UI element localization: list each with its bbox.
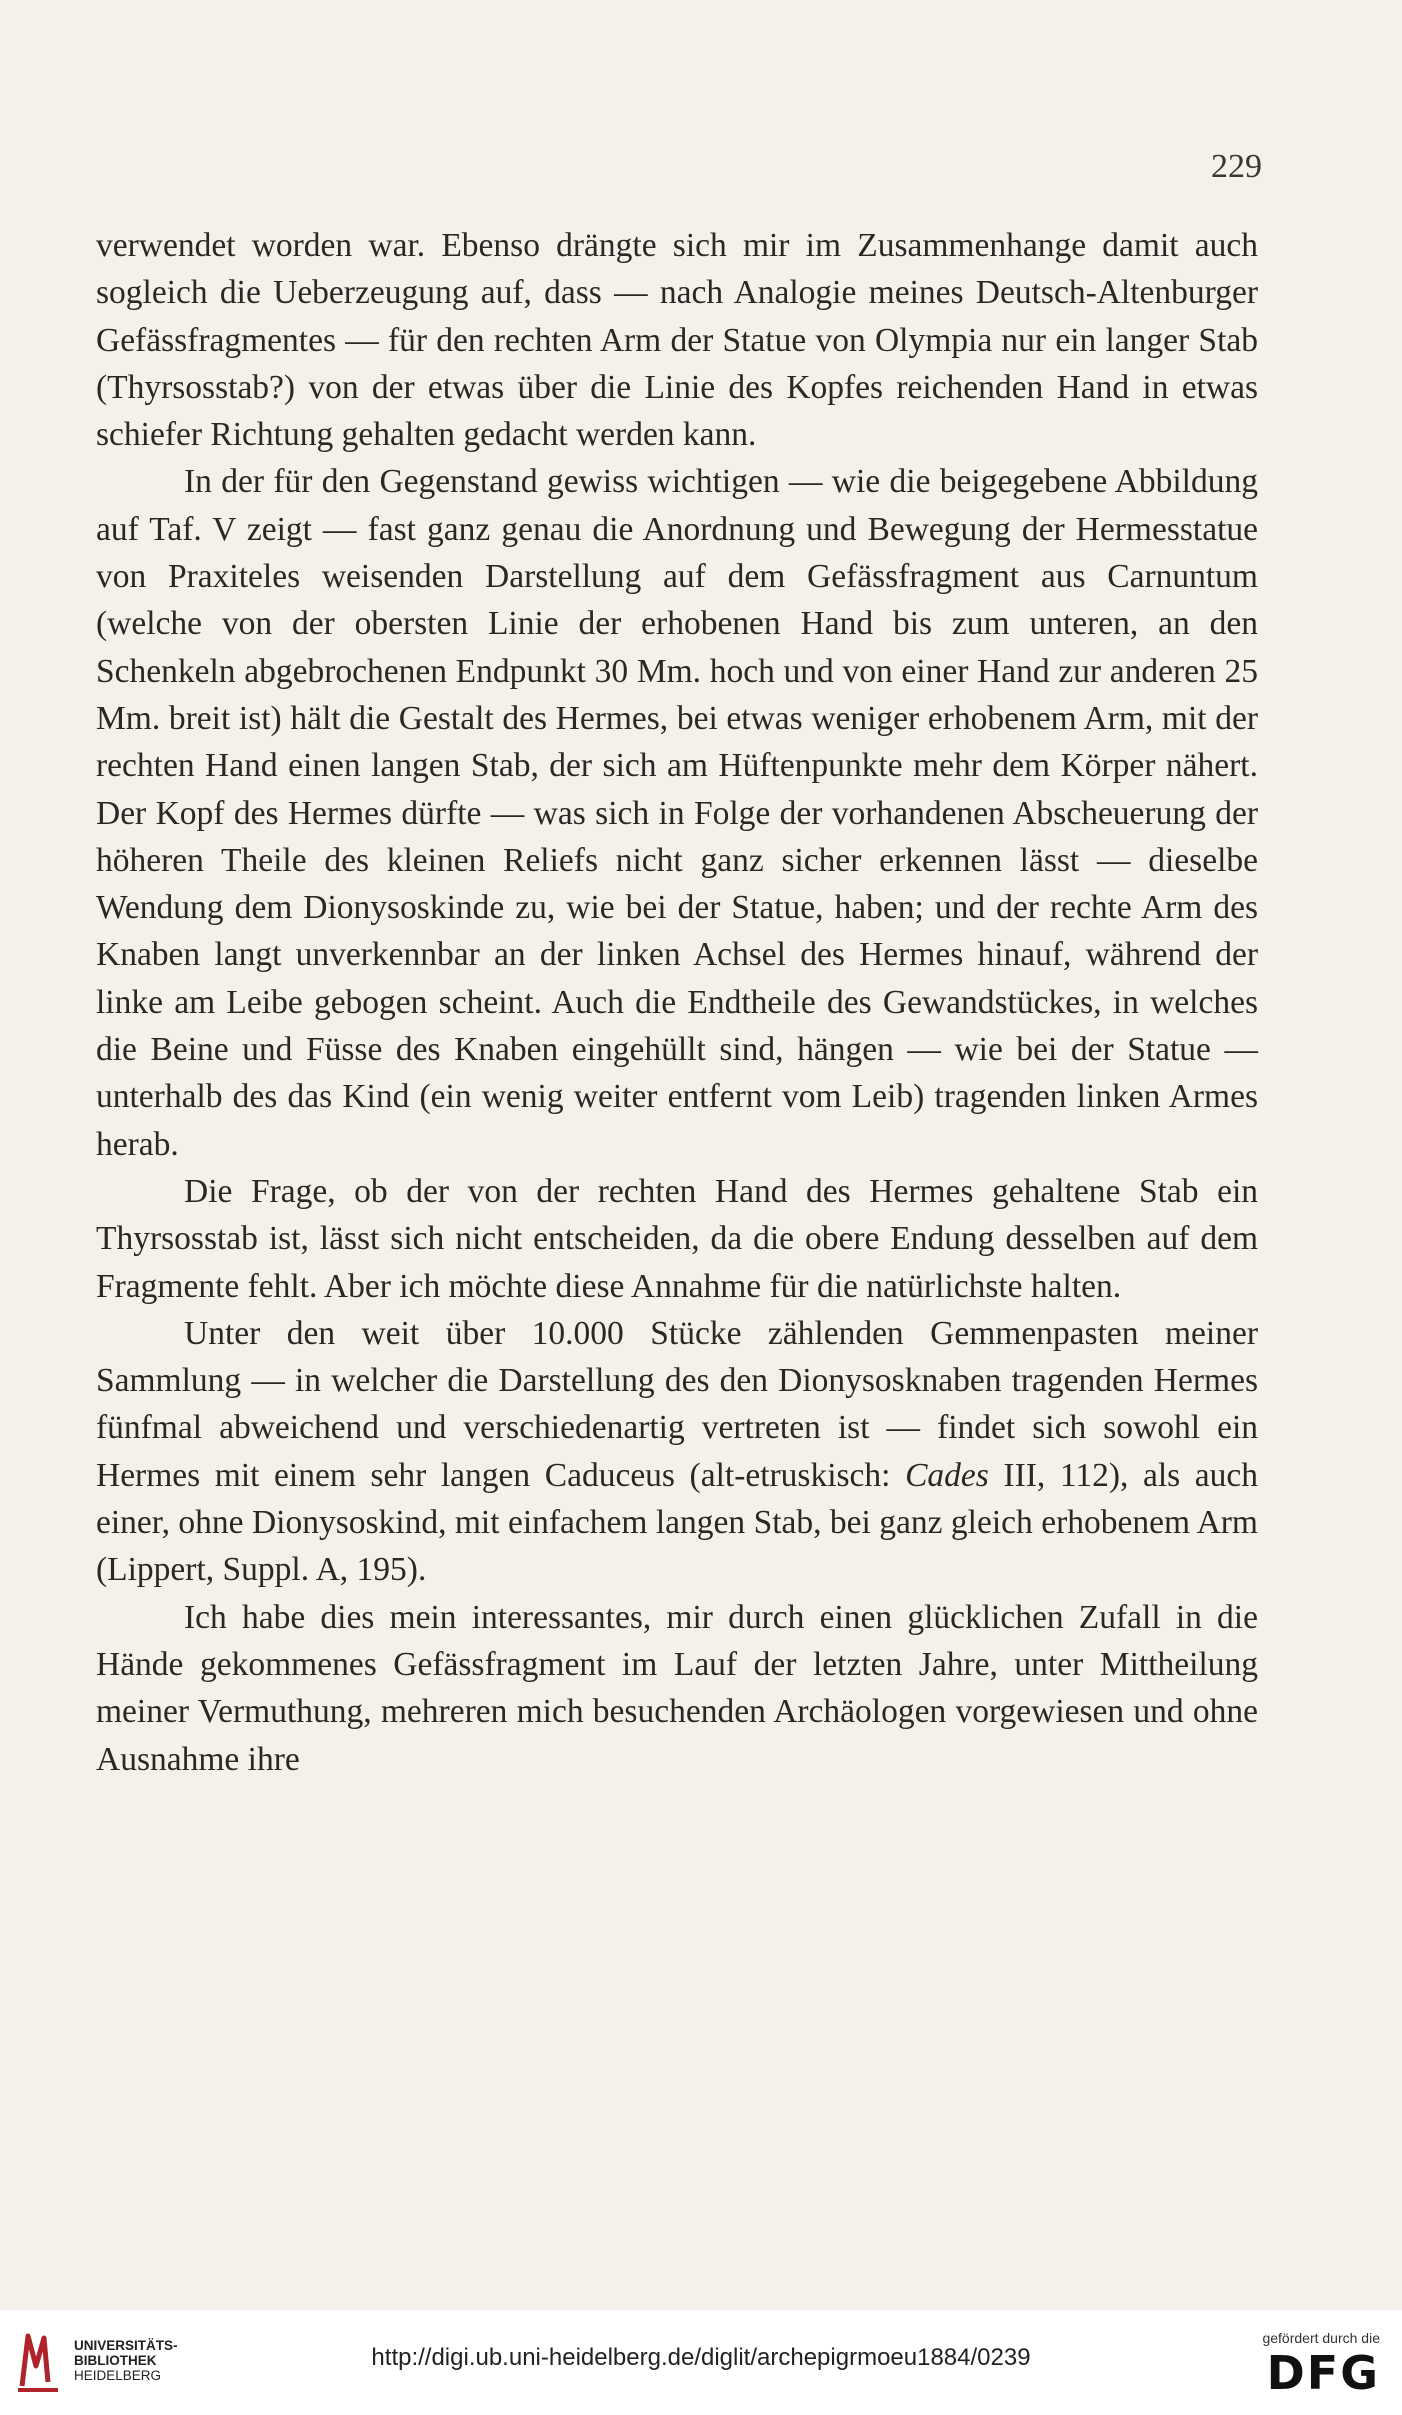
paragraph-5: Ich habe dies mein interessantes, mir durch einen glücklichen Zufall in die Hände gekommenes Gefässfragment im Lauf der letzten Jahre, unter Mittheilung meiner Vermuthung, mehreren mich besuchenden Archäologen vorgewiesen und ohne Ausnahme ihre bbox=[96, 1598, 1258, 1778]
paragraph-1: verwendet worden war. Ebenso drängte sich mir im Zusammenhange damit auch sogleich die Ueberzeugung auf, dass — nach Analogie meines Deutsch-Altenburger Gefässfragmentes — für den rechten Arm der Statue von Olympia nur ein langer Stab (Thyrsosstab?) von der etwas über die Linie des Kopfes reichenden Hand in etwas schiefer Richtung gehalten gedacht werden kann. bbox=[96, 227, 1258, 454]
paragraph-2: In der für den Gegenstand gewiss wichtigen — wie die beigegebene Abbildung auf Taf. V zeigt — fast ganz genau die Anordnung und Bewegung der Hermesstatue von Praxiteles weisenden Darstellung auf dem Gefässfragment aus Carnuntum (welche von der obersten Linie der erhobenen Hand bis zum unteren, an den Schenkeln abgebrochenen Endpunkt 30 Mm. hoch und von einer Hand zur anderen 25 Mm. breit ist) hält die Gestalt des Hermes, bei etwas weniger erhobenem Arm, mit der rechten Hand einen langen Stab, der sich am Hüftenpunkte mehr dem Körper nähert. Der Kopf des Hermes dürfte — was sich in Folge der vorhandenen Abscheuerung der höheren Theile des kleinen Reliefs nicht ganz sicher erkennen lässt — dieselbe Wendung dem Dionysoskinde zu, wie bei der Statue, haben; und der rechte Arm des Knaben langt unverkennbar an der linken Achsel des Hermes hinauf, während der linke am Leibe gebogen scheint. Auch die Endtheile des Gewandstückes, in welches die Beine und Füsse des Knaben eingehüllt sind, hängen — wie bei der Statue — unterhalb des das Kind (ein wenig weiter entfernt vom Leib) tragenden linken Armes herab. bbox=[96, 463, 1258, 1163]
permalink-url[interactable]: http://digi.ub.uni-heidelberg.de/diglit/archepigrmoeu1884/0239 bbox=[371, 2344, 1031, 2371]
footer-bar bbox=[0, 2310, 1402, 2415]
library-name-line-3: HEIDELBERG bbox=[74, 2368, 162, 2383]
dfg-logo: DFG bbox=[1266, 2346, 1380, 2400]
paragraph-4 bbox=[96, 1310, 1258, 1594]
paragraph-4-text-a: Unter den weit über 10.000 Stücke zählenden Gemmenpasten meiner Sammlung — in welcher die Darstellung des den Dionysosknaben tragenden Hermes fünfmal abweichend und verschiedenartig vertreten ist — findet sich sowohl ein Hermes mit einem sehr langen Caduceus (alt-etruskisch: bbox=[96, 1314, 1258, 1494]
funding-notice bbox=[1240, 2330, 1380, 2400]
library-name-line-2: BIBLIOTHEK bbox=[74, 2353, 157, 2368]
page-number: 229 bbox=[1211, 148, 1262, 185]
library-name-line-1: UNIVERSITÄTS- bbox=[74, 2338, 178, 2353]
paragraph-3: Die Frage, ob der von der rechten Hand des Hermes gehaltene Stab ein Thyrsosstab ist, lässt sich nicht entscheiden, da die obere Endung desselben auf dem Fragmente fehlt. Aber ich möchte diese Annahme für die natürlichste halten. bbox=[96, 1172, 1258, 1305]
body-text bbox=[96, 222, 1258, 1783]
cades-reference: Cades bbox=[905, 1456, 989, 1494]
paragraph-4-text-b: III, 112), als auch einer, ohne Dionysoskind, mit einfachem langen Stab, bei ganz gleich erhobenem Arm (Lippert, Suppl. A, 195). bbox=[96, 1456, 1258, 1589]
funding-text: gefördert durch die bbox=[1262, 2330, 1380, 2346]
